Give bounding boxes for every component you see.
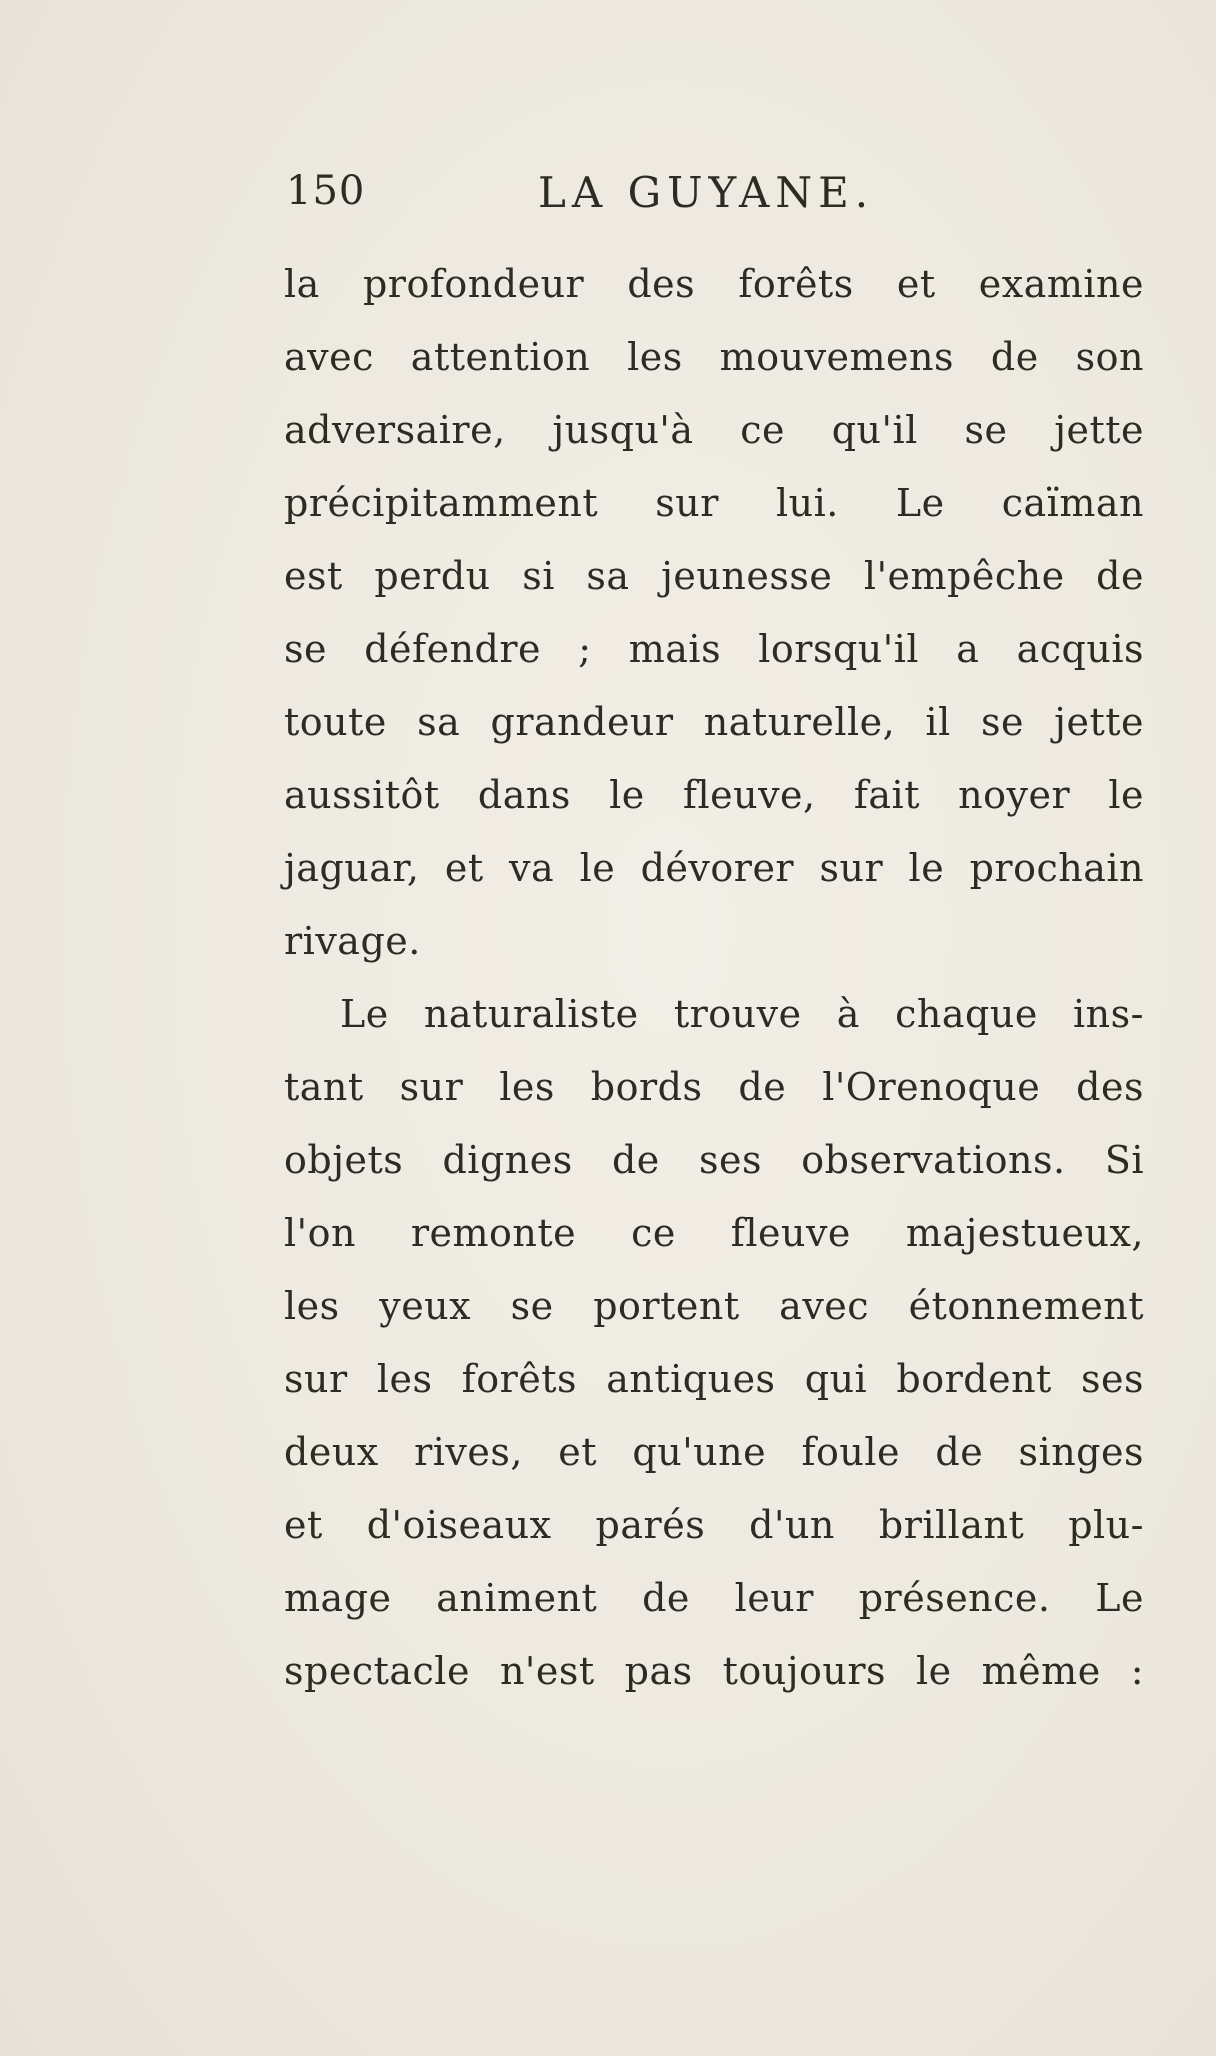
text-line: avec attention les mouvemens de son — [284, 335, 1144, 379]
text-line: mage animent de leur présence. Le — [284, 1576, 1144, 1620]
text-line: est perdu si sa jeunesse l'empêche de — [284, 554, 1144, 598]
text-line: adversaire, jusqu'à ce qu'il se jette — [284, 408, 1144, 452]
text-line: et d'oiseaux parés d'un brillant plu- — [284, 1503, 1144, 1547]
text-line: toute sa grandeur naturelle, il se jette — [284, 700, 1144, 744]
text-line: deux rives, et qu'une foule de singes — [284, 1430, 1144, 1474]
text-line: l'on remonte ce fleuve majestueux, — [284, 1211, 1144, 1255]
text-line: aussitôt dans le fleuve, fait noyer le — [284, 773, 1144, 817]
text-line: jaguar, et va le dévorer sur le prochain — [284, 846, 1144, 890]
page-number: 150 — [286, 168, 366, 214]
text-line: précipitamment sur lui. Le caïman — [284, 481, 1144, 525]
running-title: LA GUYANE. — [538, 168, 875, 217]
text-line: se défendre ; mais lorsqu'il a acquis — [284, 627, 1144, 671]
text-line: sur les forêts antiques qui bordent ses — [284, 1357, 1144, 1401]
text-line: les yeux se portent avec étonnement — [284, 1284, 1144, 1328]
text-line: la profondeur des forêts et examine — [284, 262, 1144, 306]
text-line: Le naturaliste trouve à chaque ins- — [340, 992, 1144, 1036]
text-line: objets dignes de ses observations. Si — [284, 1138, 1144, 1182]
page-header — [286, 168, 1146, 228]
text-line: spectacle n'est pas toujours le même : — [284, 1649, 1144, 1693]
body-text — [284, 248, 1144, 1708]
text-line: tant sur les bords de l'Orenoque des — [284, 1065, 1144, 1109]
text-line: rivage. — [284, 919, 421, 963]
